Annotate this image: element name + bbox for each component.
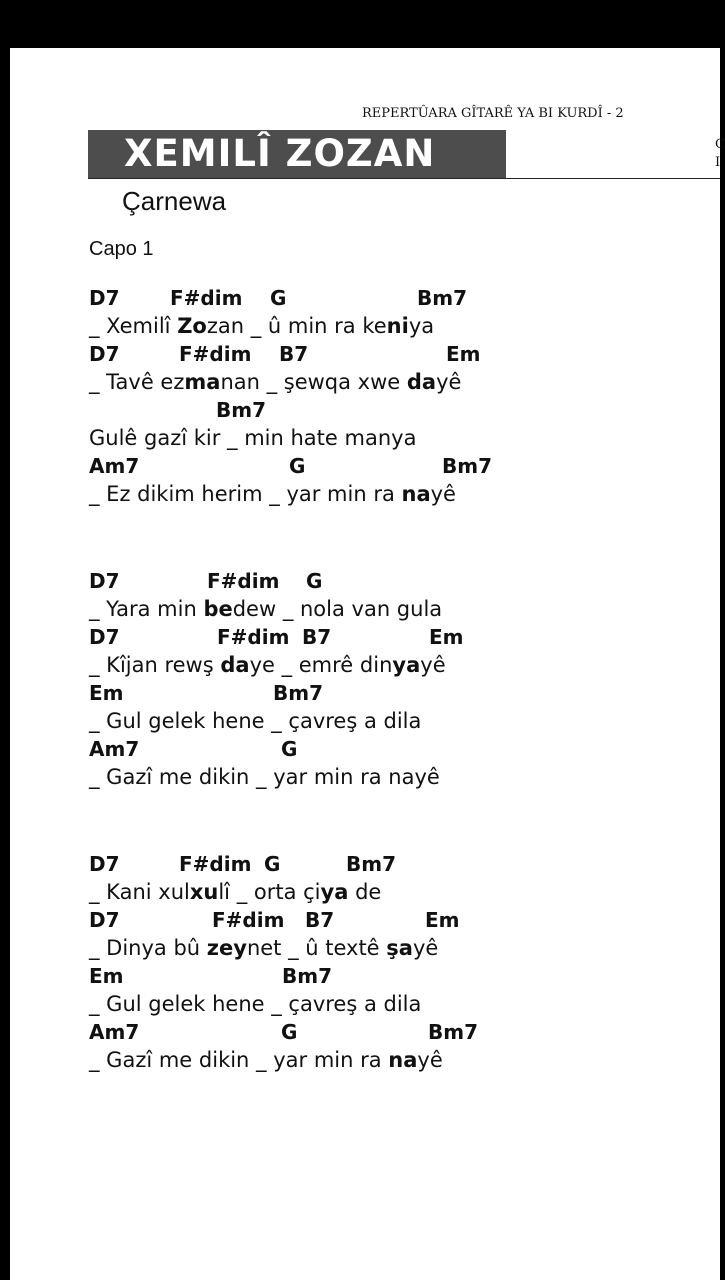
stressed-syllable: ya <box>392 653 421 677</box>
chord: F#dim <box>179 342 252 366</box>
chord: Em <box>89 964 124 988</box>
cut-off-edge-text <box>715 136 725 172</box>
lyric-text: _ Gazî me dikin _ yar min ra nayê <box>89 765 440 789</box>
chord: F#dim <box>217 625 290 649</box>
lyric-text: yê <box>412 936 439 960</box>
lyric-text: ya <box>408 314 435 338</box>
chord: Em <box>425 908 460 932</box>
lyric-line <box>89 707 421 735</box>
lyric-text: _ Gul gelek hene _ çavreş a dila <box>89 992 422 1016</box>
chord: B7 <box>302 625 332 649</box>
edge-letter-1: C <box>715 137 725 152</box>
chord: Bm7 <box>428 1020 478 1044</box>
stressed-syllable: da <box>406 370 437 394</box>
lyric-text: ye _ emrê din <box>249 653 393 677</box>
chord: Bm7 <box>442 454 492 478</box>
lyric-text: nan _ şewqa xwe <box>220 370 407 394</box>
chord: Bm7 <box>273 681 323 705</box>
lyric-text: Gulê gazî kir _ min hate manya <box>89 426 417 450</box>
chord: F#dim <box>212 908 285 932</box>
stressed-syllable: na <box>401 482 431 506</box>
lyric-text: yê <box>436 370 462 394</box>
chord: Am7 <box>89 737 140 761</box>
lyric-text: de <box>348 880 382 904</box>
chord: Bm7 <box>346 852 396 876</box>
chord: D7 <box>89 286 120 310</box>
chord: G <box>306 569 323 593</box>
chord: Em <box>446 342 481 366</box>
lyric-line <box>89 424 416 452</box>
document-page <box>10 48 725 1280</box>
running-header: REPERTÛARA GÎTARÊ YA BI KURDÎ - 2 <box>362 106 624 121</box>
lyric-text: net _ û textê <box>246 936 387 960</box>
stressed-syllable: be <box>203 597 233 621</box>
song-title: XEMILÎ ZOZAN <box>88 130 506 178</box>
lyric-text: _ Dinya bû <box>89 936 207 960</box>
chord: G <box>289 454 306 478</box>
lyric-text: _ Tavê ez <box>89 370 185 394</box>
lyric-line <box>89 651 446 679</box>
capo-note: Capo 1 <box>89 238 154 260</box>
stressed-syllable: Zo <box>177 314 207 338</box>
chord: Bm7 <box>282 964 332 988</box>
chord: F#dim <box>207 569 280 593</box>
lyric-text: lî _ orta çi <box>218 880 321 904</box>
stressed-syllable: xu <box>189 880 219 904</box>
chord: G <box>264 852 281 876</box>
lyric-text: _ Xemilî <box>89 314 178 338</box>
lyric-text: _ Ez dikim herim _ yar min ra <box>89 482 402 506</box>
song-artist: Çarnewa <box>122 186 227 216</box>
lyric-text: _ Kîjan rewş <box>89 653 221 677</box>
stressed-syllable: ya <box>320 880 349 904</box>
lyric-line <box>89 990 421 1018</box>
lyric-text: _ Kani xul <box>89 880 190 904</box>
stressed-syllable: şa <box>386 936 413 960</box>
chord: Am7 <box>89 1020 140 1044</box>
lyric-text: _ Yara min <box>89 597 204 621</box>
lyric-text: zan _ û min ra ke <box>206 314 387 338</box>
chord: B7 <box>279 342 309 366</box>
lyric-text: yê <box>417 1048 443 1072</box>
chord: D7 <box>89 625 120 649</box>
chord: Em <box>429 625 464 649</box>
chord: F#dim <box>170 286 243 310</box>
stressed-syllable: zey <box>206 936 247 960</box>
lyric-line <box>89 763 440 791</box>
stressed-syllable: ma <box>184 370 221 394</box>
chord: Bm7 <box>417 286 467 310</box>
chord: G <box>281 1020 298 1044</box>
lyric-line <box>89 368 461 396</box>
chord: D7 <box>89 908 120 932</box>
stressed-syllable: na <box>388 1048 418 1072</box>
stressed-syllable: ni <box>386 314 409 338</box>
chord: G <box>270 286 287 310</box>
lyric-text: yê <box>420 653 446 677</box>
chord: F#dim <box>179 852 252 876</box>
lyric-line <box>89 934 438 962</box>
chord: D7 <box>89 342 120 366</box>
lyric-line <box>89 878 381 906</box>
chord: D7 <box>89 852 120 876</box>
lyric-text: dew _ nola van gula <box>232 597 443 621</box>
title-rule <box>88 178 720 179</box>
lyric-text: yê <box>430 482 456 506</box>
lyric-line <box>89 595 442 623</box>
lyric-line <box>89 480 456 508</box>
lyric-line <box>89 312 434 340</box>
lyric-line <box>89 1046 443 1074</box>
chord: Am7 <box>89 454 140 478</box>
chord: B7 <box>305 908 335 932</box>
chord: Bm7 <box>216 398 266 422</box>
chord: D7 <box>89 569 120 593</box>
stressed-syllable: da <box>220 653 250 677</box>
lyric-text: _ Gul gelek hene _ çavreş a dila <box>89 709 422 733</box>
chord: G <box>281 737 298 761</box>
edge-letter-2: I <box>715 155 721 170</box>
chord: Em <box>89 681 124 705</box>
lyric-text: _ Gazî me dikin _ yar min ra <box>89 1048 389 1072</box>
